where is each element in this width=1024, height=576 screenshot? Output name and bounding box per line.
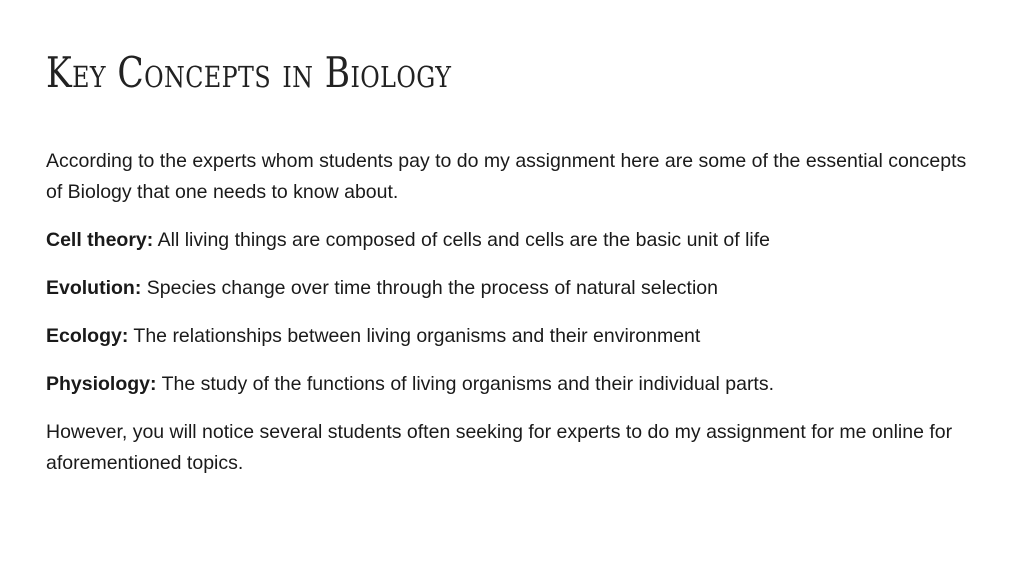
concept-term: Evolution: <box>46 277 142 299</box>
concept-term: Ecology: <box>46 325 129 347</box>
closing-paragraph: However, you will notice several students often seeking for experts to do my assignment for me online for aforementioned topics. <box>46 421 953 474</box>
concept-term: Physiology: <box>46 373 157 395</box>
intro-paragraph: According to the experts whom students pay to do my assignment here are some of the essential concepts of Biology that one needs to know about. <box>46 150 967 203</box>
concept-description: The study of the functions of living organisms and their individual parts. <box>161 373 775 395</box>
concept-cell-theory <box>46 225 981 256</box>
concept-description: The relationships between living organisms and their environment <box>133 325 701 347</box>
slide-body <box>46 146 981 496</box>
concept-description: All living things are composed of cells and cells are the basic unit of life <box>157 229 771 251</box>
concept-term: Cell theory: <box>46 229 154 251</box>
concept-evolution <box>46 273 981 304</box>
concept-ecology <box>46 321 981 352</box>
concept-description: Species change over time through the process of natural selection <box>146 277 719 299</box>
concept-physiology <box>46 369 981 400</box>
slide-title: Key Concepts in Biology <box>46 48 452 97</box>
